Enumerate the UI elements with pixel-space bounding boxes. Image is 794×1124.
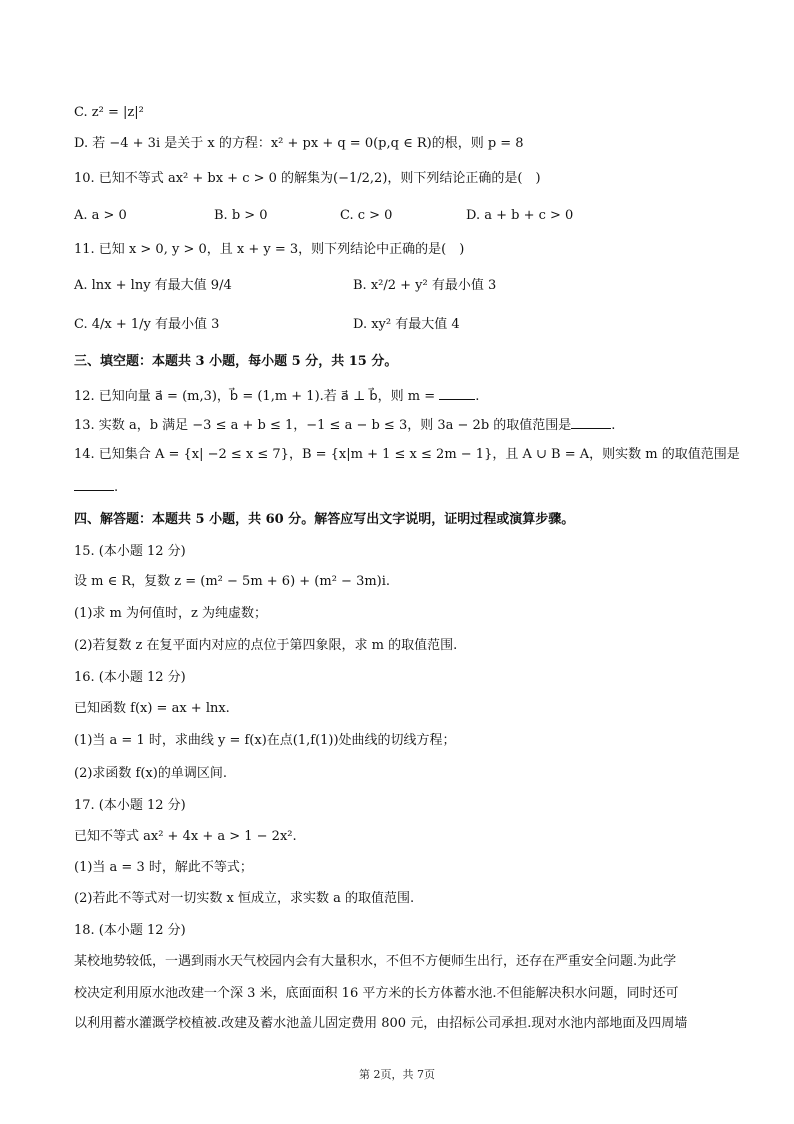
question-14: 14. 已知集合 A = {x| −2 ≤ x ≤ 7}，B = {x|m + 1 ≤ x ≤ 2m − 1}，且 A ∪ B = A，则实数 m 的取值范围是 [74, 447, 740, 462]
q10-option-d: D. a + b + c > 0 [466, 208, 574, 223]
q10-option-a: A. a > 0 [74, 208, 127, 223]
q10-options [74, 207, 734, 225]
q15-part2: (2)若复数 z 在复平面内对应的点位于第四象限，求 m 的取值范围. [74, 638, 458, 653]
q17-stem: 已知不等式 ax² + 4x + a > 1 − 2x². [74, 829, 297, 844]
q15-stem: 设 m ∈ R，复数 z = (m² − 5m + 6) + (m² − 3m)i. [74, 574, 391, 589]
q11-option-b: B. x²/2 + y² 有最小值 3 [353, 278, 497, 293]
q11-options-row1 [74, 277, 734, 295]
page-footer: 第 2页，共 7页 [359, 1068, 435, 1081]
q11-options-row2 [74, 316, 734, 334]
question-10: 10. 已知不等式 ax² + bx + c > 0 的解集为(−1/2,2)，则下列结论正确的是( ) [74, 171, 541, 186]
q17-part2: (2)若此不等式对一切实数 x 恒成立，求实数 a 的取值范围. [74, 891, 415, 906]
q15-part1: (1)求 m 为何值时，z 为纯虚数； [74, 606, 267, 621]
q9-option-c: C. z² = |z|² [74, 105, 144, 120]
q16-stem: 已知函数 f(x) = ax + lnx. [74, 701, 230, 716]
q16-title: 16. (本小题 12 分) [74, 670, 186, 685]
q18-text-line3: 以利用蓄水灌溉学校植被.改建及蓄水池盖儿固定费用 800 元，由招标公司承担.现对水池内部地面及四周墙 [74, 1016, 688, 1031]
q10-option-b: B. b > 0 [214, 208, 268, 223]
section-answer-heading: 四、解答题：本题共 5 小题，共 60 分。解答应写出文字说明，证明过程或演算步骤。 [74, 512, 575, 527]
q18-text-line2: 校决定利用原水池改建一个深 3 米，底面面积 16 平方米的长方体蓄水池.不但能解决积水问题，同时还可 [74, 986, 679, 1001]
section-fill-in-heading: 三、填空题：本题共 3 小题，每小题 5 分，共 15 分。 [74, 354, 398, 369]
question-11: 11. 已知 x > 0, y > 0，且 x + y = 3，则下列结论中正确的是( ) [74, 242, 465, 257]
q18-text-line1: 某校地势较低，一遇到雨水天气校园内会有大量积水，不但不方便师生出行，还存在严重安全问题.为此学 [74, 954, 677, 969]
question-14-blank-line: . [74, 478, 734, 497]
answer-blank [571, 416, 611, 429]
q17-part1: (1)当 a = 3 时，解此不等式； [74, 860, 253, 875]
answer-blank [74, 478, 114, 491]
q17-title: 17. (本小题 12 分) [74, 798, 186, 813]
q10-option-c: C. c > 0 [340, 208, 393, 223]
answer-blank [439, 387, 475, 400]
q11-option-a: A. lnx + lny 有最大值 9/4 [74, 278, 232, 293]
question-12: 12. 已知向量 a⃗ = (m,3)，b⃗ = (1,m + 1).若 a⃗ ⊥ b⃗，则 m = . [74, 389, 480, 404]
q11-option-c: C. 4/x + 1/y 有最小值 3 [74, 317, 220, 332]
q16-part2: (2)求函数 f(x)的单调区间. [74, 766, 227, 781]
q18-title: 18. (本小题 12 分) [74, 923, 186, 938]
q15-title: 15. (本小题 12 分) [74, 544, 186, 559]
q16-part1: (1)当 a = 1 时，求曲线 y = f(x)在点(1,f(1))处曲线的切线方程； [74, 733, 456, 748]
q11-option-d: D. xy² 有最大值 4 [353, 317, 460, 332]
question-13: 13. 实数 a，b 满足 −3 ≤ a + b ≤ 1，−1 ≤ a − b ≤ 3，则 3a − 2b 的取值范围是 . [74, 418, 616, 433]
q9-option-d: D. 若 −4 + 3i 是关于 x 的方程：x² + px + q = 0(p,q ∈ R)的根，则 p = 8 [74, 136, 524, 151]
